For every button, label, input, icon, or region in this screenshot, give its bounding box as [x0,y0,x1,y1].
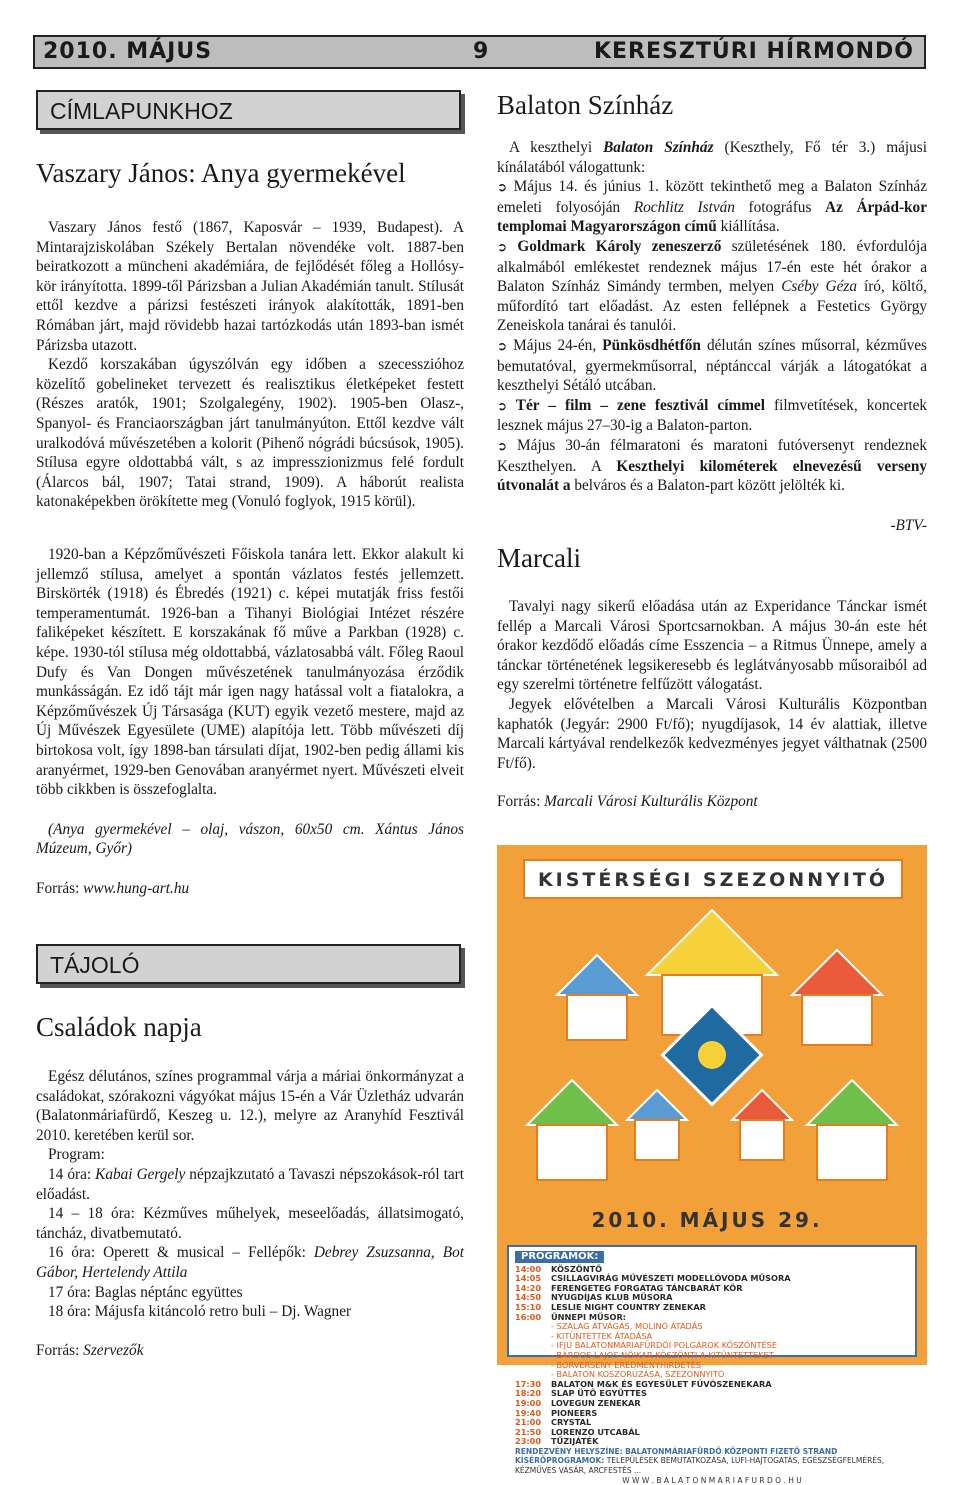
house-icon [732,1090,792,1160]
page-number: 9 [473,39,490,64]
paragraph: Jegyek elővételben a Marcali Városi Kulturális Központban kaphatók (Jegyár: 2900 Ft/fő); nyugdíjasok, 14 év alattiak, illetve Marcali kártyával rendelkezők kedvezményes jegyet válthatnak (2500 Ft/fő). [497,695,927,772]
article-title-balaton: Balaton Színház [497,90,674,120]
event-item: ➲ Május 14. és június 1. között tekinthető meg a Balaton Színház emeleti folyosóján Rochlitz István fotográfus Az Árpád-kor templomai Magyarországon című kiállítása. [497,178,927,236]
program-subitem: - IFJÚ BALATONMÁRIAFÜRDŐI POLGÁROK KÖSZÖNTÉSE [551,1340,777,1351]
program-item: 14 – 18 óra: Kézműves műhelyek, meseelőadás, állatsimogató, táncház, divatbemutató. [36,1205,464,1242]
house-icon [807,1080,897,1180]
event-item: ➲ Május 30-án félmaratoni és maratoni futóversenyt rendeznek Keszthelyen. A Keszthelyi kilométerek elnevezésű verseny útvonalát a belváros és a Balaton-part között jelölték ki. [497,436,928,495]
programs-title: PROGRAMOK: [515,1251,604,1263]
program-row: 14:50 NYUGDÍJAS KLUB MŰSORA [515,1292,673,1303]
house-icon [792,950,882,1045]
source-line [36,879,464,899]
program-label: Program: [48,1146,105,1164]
poster-programs [507,1245,917,1485]
page-header [33,35,926,69]
article-title-marcali: Marcali [497,543,581,573]
program-row: 14:05 CSILLAGVIRÁG MŰVÉSZETI MODELLÓVODA MŰSORA [515,1273,791,1284]
program-subitem: - KITÜNTETTEK ÁTADÁSA [551,1330,653,1341]
article-title-csaladok: Családok napja [36,1012,202,1042]
header-date: 2010. MÁJUS [43,39,213,64]
program-item: 17 óra: Baglas néptánc együttes [48,1283,243,1301]
program-row: 14:00 KÖSZÖNTŐ [515,1263,603,1274]
newspaper-title: KERESZTÚRI HÍRMONDÓ [593,39,914,64]
event-item: ➲ Május 24-én, Pünkösdhétfőn délután színes műsorral, kézműves bemutatóval, gyermekműsorral, néptánccal várják a látogatókat a keszthelyi Sétáló utcában. [497,336,927,395]
paragraph: 1920-ban a Képzőművészeti Főiskola tanára lett. Ekkor alakult ki jellemző stílusa, amelyet a spontán vázlatos festés jellemzett. Birskörték (1918) és Ébredés (1921) c. képei mutatják friss festői temperamentumát. 1926-ban a Tihanyi Biológiai Intézet részére faliképeket készített. E korszakának fő műve a Parkban (1928) c. képe. 1930-tól stílusa még oldottabbá, vázlatosabbá vált. Főleg Raoul Dufy és Van Dongen művészetének tanulmányozása érződik munkásságán. Ez idő tájt már igen nagy hatással volt a fiatalokra, a Képzőművészek Új Társasága (KUT) egyik vezető mestere, majd az Új Művészek Egyesülete (UME) alapítója lett. Több művészeti díj birtokosa volt, így 1898-ban társulati díjat, 1902-ben pedig állami kis aranyérmet, 1929-ben Genovában aranyérmet nyert. Művészeti elveit több cikkben is összefoglalta. [36,546,464,799]
event-item: ➲ Tér – film – zene fesztivál címmel filmvetítések, koncertek lesznek május 27–30-ig a Balaton-parton. [497,396,928,435]
source-line: Forrás: Marcali Városi Kulturális Központ [497,793,758,811]
program-row: 14:20 FERENGETEG FORGATAG TÁNCBARÁT KÖR [515,1282,743,1293]
program-row: 19:40 PIONEERS [515,1407,598,1418]
program-subitem: - SZALAG ÁTVÁGÁS, MOLINÓ ÁTADÁS [551,1321,703,1332]
image-caption: (Anya gyermekével – olaj, vászon, 60x50 cm. Xántus János Múzeum, Győr) [36,820,464,858]
program-row: 21:50 LORENZO UTCABÁL [515,1426,640,1437]
arrow-icon: ➲ [497,338,508,353]
article-csaladok [36,1067,464,1360]
source-line: Forrás: Szervezők [36,1341,144,1359]
program-row: 19:00 LOVEGUN ZENEKAR [515,1397,641,1408]
program-row: 17:30 BALATON M&K ÉS EGYESÜLET FÚVÓSZENEKARA [515,1378,772,1389]
side-programs: KÍSÉRŐPROGRAMOK: TELEPÜLÉSEK BEMUTATKOZÁSA, LUFI-HAJTOGATÁS, EGÉSZSÉGFELMÉRÉS, KÉZMŰVES VÁSÁR, ARCFESTÉS ... [515,1456,885,1476]
program-item: 16 óra: Operett & musical – Fellépők: Debrey Zsuzsanna, Bot Gábor, Hertelendy Attila [36,1244,464,1281]
source-label: Forrás: [36,879,84,897]
venue-line: RENDEZVÉNY HELYSZÍNE: BALATONMÁRIAFÜRDŐ KÖZPONTI FIZETŐ STRAND [515,1446,838,1456]
program-row: 15:10 LESLIE NIGHT COUNTRY ZENEKAR [515,1301,706,1312]
program-row: 16:00 ÜNNEPI MŰSOR: [515,1311,627,1322]
poster-date: 2010. MÁJUS 29. [591,1208,823,1232]
arrow-icon: ➲ [497,398,508,413]
section-box-tajolo [36,944,461,984]
program-item: 18 óra: Májusfa kitáncoló retro buli – Dj. Wagner [48,1303,352,1321]
arrow-icon: ➲ [497,180,508,195]
section-box-cimlapunkhoz [36,90,461,130]
houses-illustration [497,905,927,1205]
article-vaszary-cont [36,545,464,899]
house-icon [557,955,637,1040]
program-subitem: - BALATON KOSZORÚZÁSA, SZEZONNYITÓ [551,1369,725,1380]
poster-website[interactable]: W W W . B A L A T O N M A R I A F U R D O . H U [622,1475,802,1485]
arrow-icon: ➲ [497,438,508,453]
paragraph: Kezdő korszakában úgyszólván egy időben a szecesszióhoz közelítő gobelineket tervezett és realisztikus életképeket festett (Részes aratók, 1901; Szolgalegény, 1902). 1905-ben Olasz-, Spanyol- és Franciaországban járt tanulmányúton. Ettől kezdve vált uralkodóvá művészetében a kolorit (Pihenő nógrádi búcsúsok, 1905). Stílusa egyre oldottabbá vált, s az impresszionizmus felé fordult (Álarcos bál, 1907; Tatai strand, 1909). A háborút realista katonaképekben örökítette meg (Vonuló foglyok, 1915 körül). [36,356,464,511]
program-item: 14 óra: Kabai Gergely népzajkzutató a Tavaszi népszokások-ról tart előadást. [36,1165,464,1203]
article-marcali [497,597,927,812]
arrow-icon: ➲ [497,239,508,254]
program-row: 18:20 SLAP ÜTŐ EGYÜTTES [515,1388,647,1399]
paragraph: Vaszary János festő (1867, Kaposvár – 1939, Budapest). A Mintarajziskolában Székely Bertalan növendéke volt. 1887-ben beiratkozott a müncheni akadémiára, de fejlődését főleg a Hollósy-kör irányította. 1899-től Párizsban a Julian Akadémián tanult. Stílusát ettől kezdve a párizsi festészeti irányok alakították, 1891-ben Rómában járt, majd rövidebb hazai tartózkodás után 1893-ban ismét Párizsba utazott. [36,219,464,354]
paragraph: Tavalyi nagy sikerű előadása után az Experidance Tánckar ismét fellép a Marcali Városi Sportcsarnokban. A május 30-án este hét órakor kezdődő előadás címe Esszencia – a Ritmus Ünnepe, amely a tánckar történetének legsikeresebb és leglátványosabb műsoraiból ad egy szerelmi történetre felfűzött válogatást. [497,598,927,694]
article-vaszary [36,218,464,512]
house-icon [627,1090,687,1160]
paragraph: A keszthelyi Balaton Színház (Keszthely, Fő tér 3.) májusi kínálatából válogattunk: [497,139,927,176]
section-label: TÁJOLÓ [50,952,140,978]
paragraph: Egész délutános, színes programmal várja a máriai önkormányzat a családokat, szórakozni vágyókat május 15-én a Vár Üzletház udvarán (Balatonmáriafürdő, Keszeg u. 12.), melyre az Aranyhíd Fesztivál 2010. keretében kerül sor. [36,1068,464,1144]
event-poster [497,845,927,1485]
source-link[interactable]: www.hung-art.hu [83,879,190,897]
article-balaton [497,138,927,535]
program-subitem: - BÁRDOS LAJOS NŐIKAR KÖSZÖNTI A KITÜNTETTEKET [551,1349,774,1360]
article-title-vaszary: Vaszary János: Anya gyermekével [36,158,406,188]
author-sign: -BTV- [890,516,927,534]
program-subitem: - BORVERSENY EREDMÉNYHIRDETÉS [551,1359,702,1370]
section-label: CÍMLAPUNKHOZ [50,98,233,124]
program-row: 21:00 CRYSTAL [515,1417,592,1428]
program-row: 23:00 TŰZIJÁTÉK [515,1436,599,1447]
house-icon [527,1080,617,1180]
poster-banner: KISTÉRSÉGI SZEZONNYITÓ [523,859,903,899]
event-item: ➲ Goldmark Károly zeneszerző születésének 180. évfordulója alkalmából emlékestet rendeznek május 17-én este hét órakor a Balaton Színház Simándy termben, melyen Cséby Géza író, költő, műfordító tart előadást. Az esten fellépnek a Festetics György Zeneiskola tanárai és tanulói. [497,237,927,335]
